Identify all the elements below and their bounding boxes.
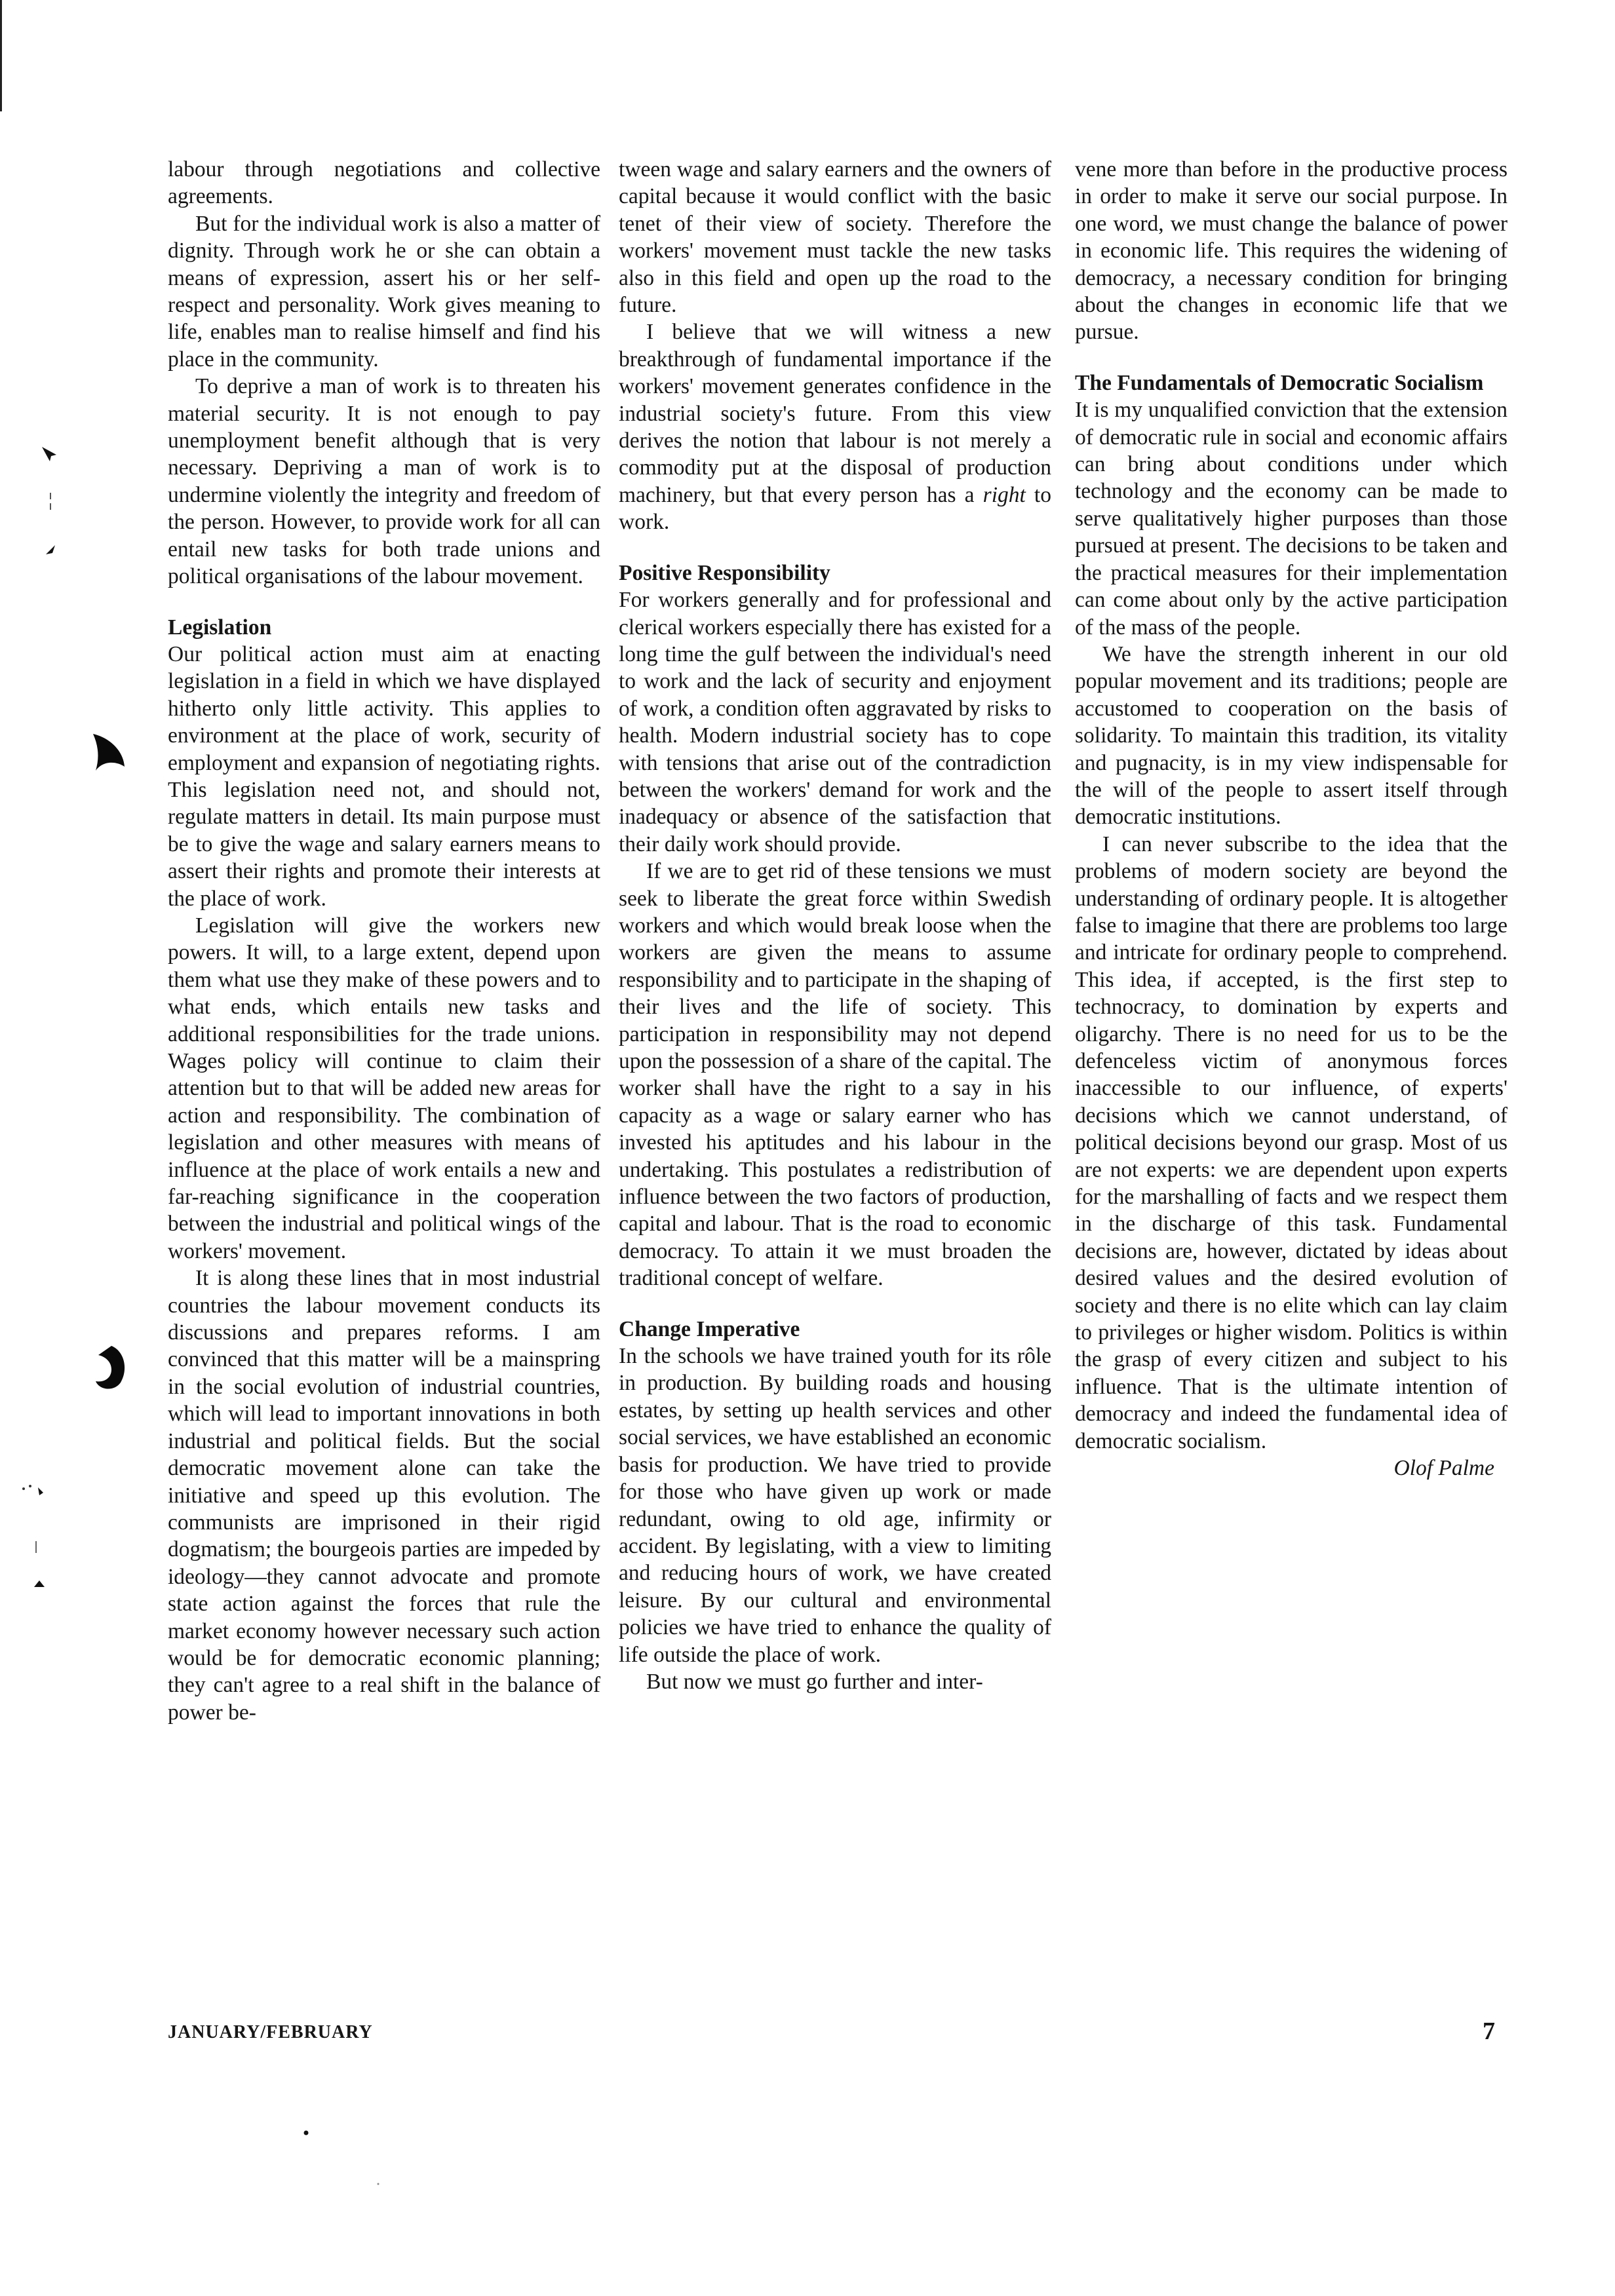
punch-hole-top-mark bbox=[90, 731, 127, 784]
paragraph: It is along these lines that in most industrial countries the labour movement conducts its discussions and prepares reforms. I am convinced that this matter will be a mainspring in the social evolution of industrial countries, which will lead to important innovations in both industrial and political fields. But the social democratic movement alone can take the initiative and speed up this evolution. The communists are imprisoned in their rigid dogmatism; the bourgeois parties are impeded by ideology—they cannot advocate and promote state action against the forces that rule the market economy however necessary such action would be for democratic economic planning; they can't agree to a real shift in the balance of power be- bbox=[168, 1266, 600, 1725]
paragraph: vene more than before in the productive process in order to make it serve our social purpose. In one word, we must change the balance of power in economic life. This requires the widening of democracy, a necessary condition for bringing about the changes in economic life that we pursue. bbox=[1075, 157, 1508, 345]
punch-hole-bottom-mark bbox=[92, 1343, 131, 1396]
margin-mark-arrow-mid bbox=[45, 544, 56, 556]
left-edge-rule bbox=[0, 0, 2, 111]
paragraph-text: to work. bbox=[619, 482, 1051, 535]
section-heading-change-imperative: Change Imperative bbox=[619, 1316, 800, 1341]
stray-dot-faint bbox=[376, 2182, 380, 2186]
margin-mark-arrow-lower bbox=[33, 1579, 46, 1588]
section-heading-positive-responsibility: Positive Responsibility bbox=[619, 560, 830, 585]
margin-mark-tick bbox=[49, 493, 52, 511]
margin-mark-specks bbox=[20, 1481, 46, 1501]
paragraph: tween wage and salary earners and the owners of capital because it would conflict with the basic tenet of their view of society. Therefore the workers' movement must tackle the new tasks also in this field and open up the road to the future. bbox=[619, 157, 1051, 318]
article-column-3 bbox=[1075, 156, 1508, 1482]
paragraph: To deprive a man of work is to threaten his material security. It is not enough to pay unemployment benefit although that is very necessary. Depriving a man of work is to undermine violently the integrity and freedom of the person. However, to provide work for all can entail new tasks for both trade unions and political organisations of the labour movement. bbox=[168, 374, 600, 589]
paragraph: Our political action must aim at enacting legislation in a field in which we have displayed hitherto only little activity. This applies to environment at the place of work, security of employment and expansion of negotiating rights. This legislation need not, and should not, regulate matters in detail. Its main purpose must be to give the wage and salary earners means to assert their rights and promote their interests at the place of work. bbox=[168, 641, 600, 911]
paragraph: We have the strength inherent in our old popular movement and its traditions; people are accustomed to cooperation on the basis of solidarity. To maintain this tradition, its vitality and pugnacity, is in my view indispensable for the will of the people to assert itself through democratic institutions. bbox=[1075, 641, 1508, 830]
paragraph: If we are to get rid of these tensions we must seek to liberate the great force within Swedish workers and which would break loose when the workers are given the means to assume responsibility and to participate in the shaping of their lives and the life of society. This participation in responsibility may not depend upon the possession of a share of the capital. The worker shall have the right to a say in his capacity as a wage or salary earner who has invested his aptitudes and his labour in the undertaking. This postulates a redistribution of influence between the two factors of production, capital and labour. That is the road to economic democracy. To attain it we must broaden the traditional concept of welfare. bbox=[619, 859, 1051, 1291]
paragraph: But for the individual work is also a matter of dignity. Through work he or she can obtain a means of expression, assert his or her self-respect and personality. Work gives meaning to life, enables man to realise himself and find his place in the community. bbox=[168, 211, 600, 372]
emphasis-right: right bbox=[983, 482, 1026, 507]
paragraph: For workers generally and for professional and clerical workers especially there has existed for a long time the gulf between the individual's need to work and the lack of security and enjoyment of work, a condition often aggravated by risks to health. Modern industrial society has to cope with tensions that arise out of the contradiction between the workers' demand for work and the inadequacy or absence of the satisfaction that their daily work should provide. bbox=[619, 588, 1051, 856]
paragraph: In the schools we have trained youth for its rôle in production. By building roads and housing estates, by setting up health services and other social services, we have established an economic basis for production. We have tried to provide for those who have given up work or made redundant, owing to old age, infirmity or accident. By legislating, with a view to limiting and reducing hours of work, we have created leisure. By our cultural and environmental policies we have tried to enhance the quality of life outside the place of work. bbox=[619, 1344, 1051, 1667]
margin-mark-tick-lower bbox=[34, 1541, 38, 1556]
margin-mark-arrow-top bbox=[39, 443, 59, 463]
paragraph: Legislation will give the workers new powers. It will, to a large extent, depend upon them what use they make of these powers and to what ends, which entails new tasks and additional responsibilities for the trade unions. Wages policy will continue to claim their attention but to that will be added new areas for action and responsibility. The combination of legislation and other measures with means of influence at the place of work entails a new and far-reaching significance in the cooperation between the industrial and political wings of the workers' movement. bbox=[168, 913, 600, 1263]
page-number: 7 bbox=[1483, 2018, 1495, 2045]
article-column-2 bbox=[619, 156, 1051, 1695]
paragraph bbox=[619, 318, 1051, 535]
paragraph-text: I believe that we will witness a new breakthrough of fundamental importance if the workers' movement generates confidence in the industrial society's future. From this view derives the notion that labour is not merely a commodity put at the disposal of production machinery, but that every person has a bbox=[619, 320, 1051, 507]
section-heading-legislation: Legislation bbox=[168, 615, 272, 640]
paragraph: It is my unqualified conviction that the extension of democratic rule in social and economic affairs can bring about conditions under which technology and the economy can be made to serve qualitatively higher purposes than those pursued at present. The decisions to be taken and the practical measures for their implementation can come about only by the active participation of the mass of the people. bbox=[1075, 398, 1508, 640]
paragraph: But now we must go further and inter- bbox=[646, 1669, 983, 1694]
section-heading-fundamentals: The Fundamentals of Democratic Socialism bbox=[1075, 370, 1484, 395]
paragraph: I can never subscribe to the idea that the problems of modern society are beyond the understanding of ordinary people. It is altogether false to imagine that there are problems too large and intricate for ordinary people to comprehend. This idea, if accepted, is the first step to technocracy, to domination by experts and oligarchy. There is no need for us to be the defenceless victim of anonymous forces inaccessible to our influence, of experts' decisions which we cannot understand, of political decisions beyond our grasp. Most of us are not experts: we are dependent upon experts for the marshalling of facts and we respect them in the discharge of this task. Fundamental decisions are, however, dictated by ideas about desired values and the desired evolution of society and there is no elite which can lay claim to privileges or higher wisdom. Politics is within the grasp of every citizen and subject to his influence. That is the ultimate intention of democracy and indeed the fundamental idea of democratic socialism. bbox=[1075, 832, 1508, 1453]
issue-footer: JANUARY/FEBRUARY bbox=[168, 2022, 373, 2042]
author-signature: Olof Palme bbox=[1393, 1456, 1494, 1481]
paragraph: labour through negotiations and collective agreements. bbox=[168, 157, 600, 209]
stray-dot bbox=[303, 2130, 309, 2136]
article-column-1 bbox=[168, 156, 600, 1726]
